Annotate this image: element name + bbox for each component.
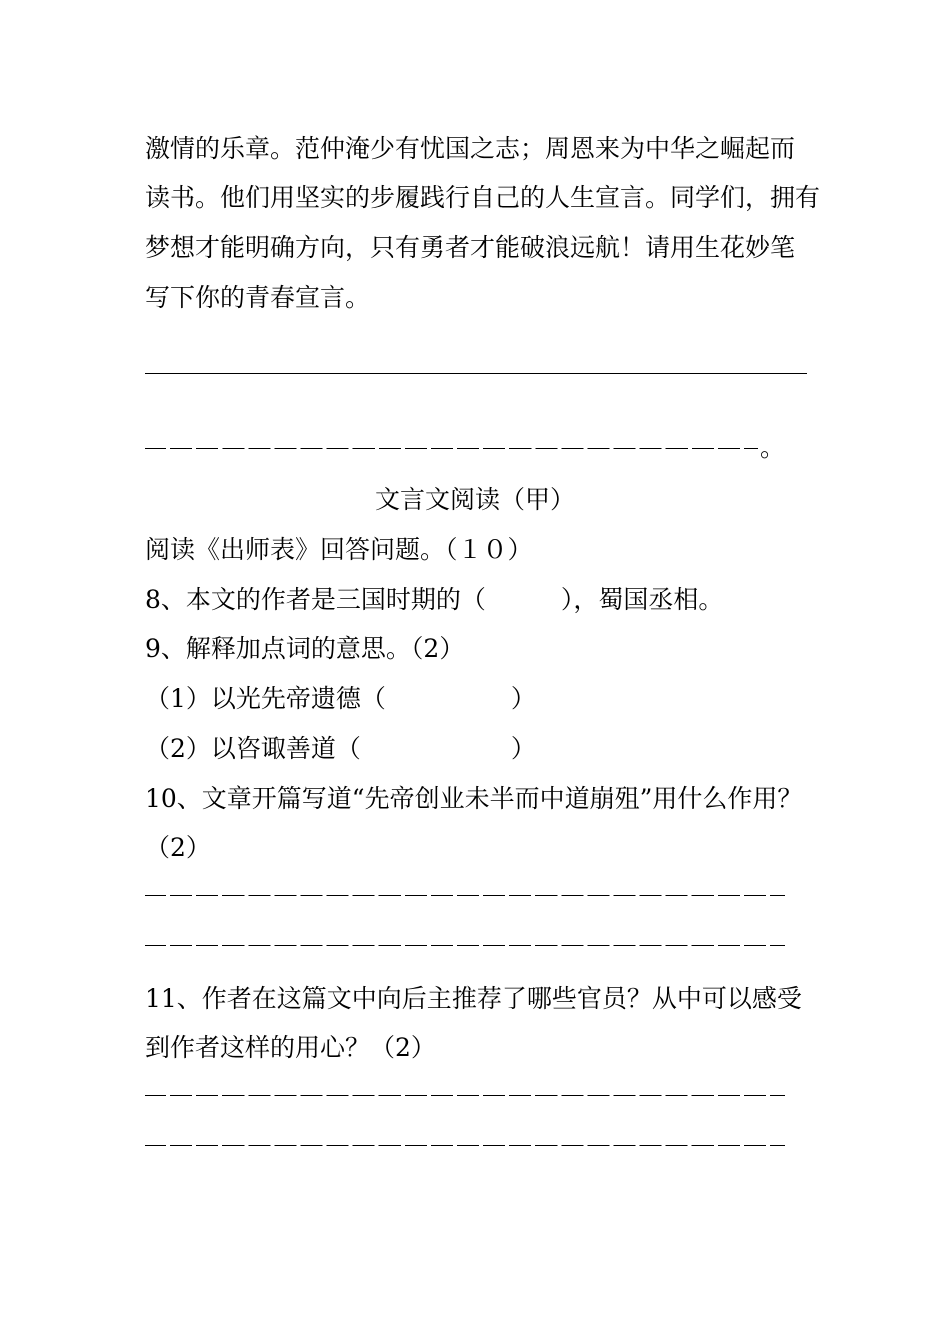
- answer-line-dashed-end[interactable]: [145, 433, 785, 463]
- section-title: 文言文阅读（甲）: [374, 485, 575, 514]
- q11-answer-line-1[interactable]: [145, 1080, 785, 1110]
- question-10-line-2: （2）: [145, 833, 211, 862]
- passage-line-1: 激情的乐章。范仲淹少有忧国之志；周恩来为中华之崛起而: [145, 134, 796, 163]
- answer-dash-bar: [145, 1095, 785, 1096]
- answer-dash-bar: [145, 1145, 785, 1146]
- question-11-line-1: 11、作者在这篇文中向后主推荐了哪些官员？从中可以感受: [145, 984, 802, 1013]
- answer-end-mark: 。: [759, 433, 785, 462]
- question-8: 8、本文的作者是三国时期的（ ），蜀国丞相。: [145, 585, 724, 614]
- answer-dash-bar: [145, 945, 785, 946]
- question-9: 9、解释加点词的意思。（2）: [145, 634, 465, 663]
- passage-line-4: 写下你的青春宣言。: [145, 283, 371, 312]
- answer-dash-bar: [145, 895, 785, 896]
- answer-line-solid[interactable]: [145, 373, 807, 374]
- passage-line-3: 梦想才能明确方向，只有勇者才能破浪远航！请用生花妙笔: [145, 233, 796, 262]
- question-10-line-1: 10、文章开篇写道“先帝创业未半而中道崩殂”用什么作用？: [145, 784, 803, 813]
- answer-dash-bar: [145, 448, 758, 449]
- question-11-line-2: 到作者这样的用心？（2）: [145, 1033, 436, 1062]
- passage-line-2: 读书。他们用坚实的步履践行自己的人生宣言。同学们，拥有: [145, 183, 821, 212]
- q10-answer-line-1[interactable]: [145, 880, 785, 910]
- q11-answer-line-2[interactable]: [145, 1130, 785, 1160]
- q10-answer-line-2[interactable]: [145, 930, 785, 960]
- section-intro: 阅读《出师表》回答问题。（１０）: [145, 535, 533, 564]
- question-9-2: （2）以咨诹善道（ ）: [145, 734, 536, 763]
- question-9-1: （1）以光先帝遗德（ ）: [145, 684, 536, 713]
